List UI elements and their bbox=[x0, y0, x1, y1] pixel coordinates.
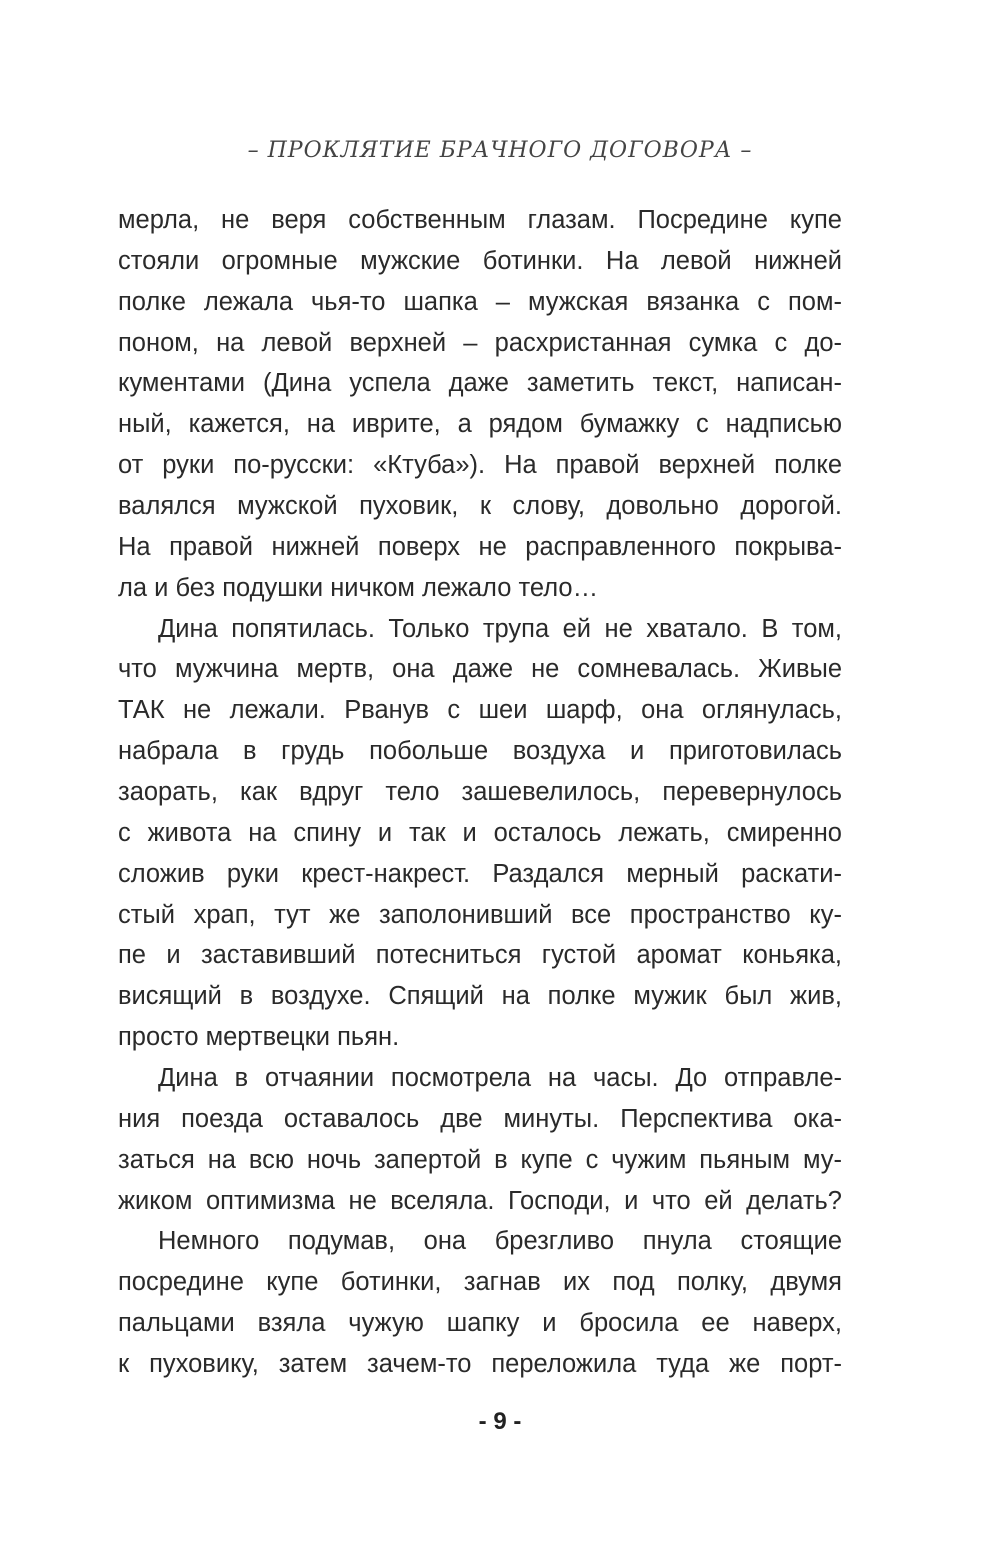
text-line: полке лежала чья-то шапка – мужская вязанка с пом- bbox=[118, 287, 842, 316]
text-line: Дина попятилась. Только трупа ей не хватало. В том, bbox=[158, 614, 842, 643]
text-line: ТАК не лежали. Рванув с шеи шарф, она оглянулась, bbox=[118, 696, 842, 725]
text-line: заться на всю ночь запертой в купе с чужим пьяным му- bbox=[118, 1145, 842, 1174]
text-line: На правой нижней поверх не расправленного покрыва- bbox=[118, 532, 842, 561]
text-line: набрала в грудь побольше воздуха и приготовилась bbox=[118, 737, 842, 766]
text-line: кументами (Дина успела даже заметить текст, написан- bbox=[118, 369, 842, 398]
text-line: пе и заставивший потесниться густой аромат коньяка, bbox=[118, 941, 842, 970]
text-line: висящий в воздухе. Спящий на полке мужик был жив, bbox=[118, 982, 842, 1011]
text-line: ный, кажется, на иврите, а рядом бумажку с надписью bbox=[118, 410, 842, 439]
text-line: Немного подумав, она брезгливо пнула стоящие bbox=[158, 1227, 842, 1256]
text-line: стый храп, тут же заполонивший все пространство ку- bbox=[118, 900, 842, 929]
text-line: валялся мужской пуховик, к слову, довольно дорогой. bbox=[118, 492, 842, 521]
text-line: ния поезда оставалось две минуты. Перспектива ока- bbox=[118, 1104, 842, 1133]
text-line: стояли огромные мужские ботинки. На левой нижней bbox=[118, 246, 842, 275]
page-number: - 9 - bbox=[478, 1408, 522, 1435]
text-line: ла и без подушки ничком лежало тело… bbox=[118, 573, 599, 602]
text-line: поном, на левой верхней – расхристанная сумка с до- bbox=[118, 328, 842, 357]
text-line: жиком оптимизма не вселяла. Господи, и что ей делать? bbox=[118, 1186, 842, 1215]
running-head: – ПРОКЛЯТИЕ БРАЧНОГО ДОГОВОРА – bbox=[247, 138, 753, 163]
text-line: с живота на спину и так и осталось лежать, смиренно bbox=[118, 818, 842, 847]
text-line: мерла, не веря собственным глазам. Посредине купе bbox=[118, 206, 842, 234]
text-line: пальцами взяла чужую шапку и бросила ее наверх, bbox=[118, 1309, 842, 1338]
text-line: посредине купе ботинки, загнав их под полку, двумя bbox=[118, 1268, 842, 1297]
text-line: что мужчина мертв, она даже не сомневалась. Живые bbox=[118, 655, 842, 684]
text-line: сложив руки крест-накрест. Раздался мерный раскати- bbox=[118, 859, 842, 888]
body-text bbox=[118, 200, 842, 1385]
text-line: от руки по-русски: «Ктуба»). На правой верхней полке bbox=[118, 451, 842, 480]
text-line: Дина в отчаянии посмотрела на часы. До отправле- bbox=[158, 1064, 842, 1093]
text-line: заорать, как вдруг тело зашевелилось, перевернулось bbox=[118, 778, 842, 807]
text-line: к пуховику, затем зачем-то переложила туда же порт- bbox=[118, 1350, 842, 1379]
text-line: просто мертвецки пьян. bbox=[118, 1023, 400, 1052]
